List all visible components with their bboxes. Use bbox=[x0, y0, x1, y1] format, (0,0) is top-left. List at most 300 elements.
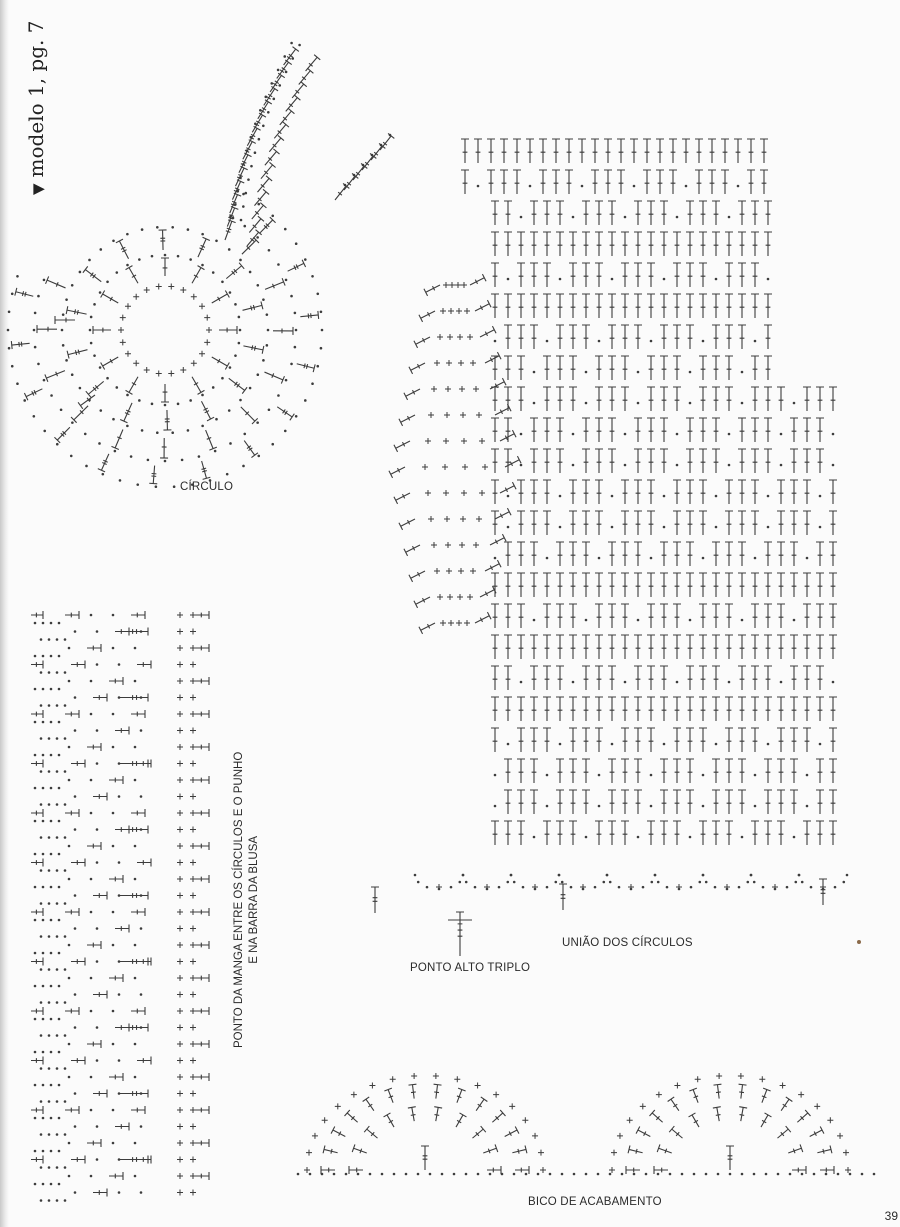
double-crochet-symbol bbox=[626, 1166, 640, 1174]
chain-stitch-dot bbox=[657, 881, 660, 884]
chain-stitch-dot bbox=[58, 886, 61, 889]
single-crochet-symbol bbox=[459, 542, 465, 548]
double-crochet-symbol bbox=[109, 1172, 123, 1180]
chain-stitch-dot bbox=[793, 619, 796, 622]
single-crochet-symbol bbox=[476, 516, 482, 522]
chain-stitch-dot bbox=[34, 346, 37, 349]
double-crochet-symbol bbox=[647, 232, 655, 256]
chain-stitch-dot bbox=[141, 429, 144, 432]
double-crochet-symbol bbox=[803, 418, 811, 442]
chain-stitch-dot bbox=[689, 836, 692, 839]
single-crochet-symbol bbox=[509, 1103, 515, 1109]
chain-stitch-dot bbox=[283, 55, 286, 58]
chain-stitch-dot bbox=[212, 271, 215, 274]
double-crochet-symbol bbox=[300, 311, 318, 319]
double-crochet-symbol bbox=[725, 511, 733, 535]
double-crochet-symbol bbox=[656, 170, 664, 194]
double-crochet-symbol bbox=[434, 1107, 442, 1121]
chain-stitch-dot bbox=[642, 886, 645, 889]
double-crochet-symbol bbox=[505, 1126, 519, 1136]
single-crochet-symbol bbox=[120, 315, 126, 321]
chain-stitch-dot bbox=[112, 1109, 115, 1112]
double-crochet-symbol bbox=[31, 611, 43, 619]
chain-stitch-dot bbox=[689, 371, 692, 374]
chain-stitch-dot bbox=[702, 774, 705, 777]
chain-stitch-dot bbox=[74, 1191, 77, 1194]
chain-stitch-dot bbox=[767, 526, 770, 529]
double-crochet-symbol bbox=[751, 356, 759, 380]
double-crochet-symbol bbox=[517, 294, 525, 318]
double-crochet-symbol bbox=[660, 449, 668, 473]
chain-stitch-dot bbox=[118, 993, 121, 996]
chain-stitch-dot bbox=[34, 721, 37, 724]
double-crochet-symbol bbox=[608, 387, 616, 411]
double-crochet-symbol bbox=[491, 635, 499, 659]
double-crochet-symbol bbox=[660, 666, 668, 690]
sleeve-stitch-chart-label: PONTO DA MANGA ENTRE OS CÍRCULOS E O PUNHO E NA BARRA DA BLUSA bbox=[233, 751, 260, 1048]
double-crochet-symbol bbox=[569, 728, 577, 752]
double-crochet-symbol bbox=[636, 1126, 650, 1136]
double-crochet-symbol bbox=[595, 697, 603, 721]
double-crochet-symbol bbox=[195, 875, 209, 883]
double-crochet-symbol bbox=[634, 635, 642, 659]
double-crochet-symbol bbox=[660, 542, 668, 566]
double-crochet-symbol bbox=[738, 418, 746, 442]
double-crochet-symbol bbox=[595, 728, 603, 752]
double-crochet-symbol bbox=[569, 542, 577, 566]
double-crochet-symbol bbox=[195, 1139, 209, 1147]
single-crochet-symbol bbox=[479, 490, 485, 496]
chain-stitch-dot bbox=[11, 292, 14, 295]
double-crochet-symbol bbox=[543, 697, 551, 721]
double-crochet-symbol bbox=[764, 542, 772, 566]
double-crochet-symbol bbox=[495, 508, 511, 519]
double-crochet-symbol bbox=[46, 276, 66, 287]
chain-stitch-dot bbox=[74, 630, 77, 633]
chain-stitch-dot bbox=[598, 774, 601, 777]
chain-stitch-dot bbox=[465, 1173, 468, 1176]
chain-stitch-dot bbox=[64, 1100, 67, 1103]
double-crochet-symbol bbox=[65, 908, 79, 916]
single-crochet-symbol bbox=[814, 1103, 820, 1109]
chain-stitch-dot bbox=[243, 433, 246, 436]
single-crochet-symbol bbox=[177, 1124, 183, 1130]
double-crochet-symbol bbox=[647, 201, 655, 225]
double-crochet-symbol bbox=[790, 418, 798, 442]
double-crochet-symbol bbox=[803, 480, 811, 504]
chain-stitch-dot bbox=[666, 886, 669, 889]
chain-stitch-dot bbox=[68, 647, 71, 650]
chain-stitch-dot bbox=[754, 557, 757, 560]
chain-stitch-dot bbox=[96, 1125, 99, 1128]
chain-stitch-dot bbox=[50, 1051, 53, 1054]
chain-stitch-dot bbox=[715, 526, 718, 529]
chain-stitch-dot bbox=[242, 465, 245, 468]
double-crochet-symbol bbox=[647, 356, 655, 380]
double-crochet-symbol bbox=[660, 573, 668, 597]
double-crochet-symbol bbox=[504, 573, 512, 597]
double-crochet-symbol bbox=[669, 1126, 682, 1138]
double-crochet-symbol bbox=[699, 697, 707, 721]
double-crochet-symbol bbox=[120, 694, 148, 702]
double-crochet-symbol bbox=[604, 170, 612, 194]
chain-stitch-dot bbox=[780, 464, 783, 467]
chain-stitch-dot bbox=[68, 1043, 71, 1046]
chain-stitch-dot bbox=[266, 313, 269, 316]
chain-stitch-dot bbox=[112, 1043, 115, 1046]
chain-stitch-dot bbox=[585, 402, 588, 405]
chain-stitch-dot bbox=[780, 681, 783, 684]
chain-stitch-dot bbox=[753, 881, 756, 884]
single-crochet-symbol bbox=[177, 876, 183, 882]
chain-stitch-dot bbox=[68, 944, 71, 947]
double-crochet-symbol bbox=[595, 573, 603, 597]
chain-stitch-dot bbox=[134, 845, 137, 848]
double-crochet-symbol bbox=[803, 697, 811, 721]
double-crochet-symbol bbox=[517, 604, 525, 628]
chain-stitch-dot bbox=[611, 495, 614, 498]
chain-stitch-dot bbox=[650, 340, 653, 343]
chain-stitch-dot bbox=[637, 371, 640, 374]
chain-stitch-dot bbox=[88, 259, 91, 262]
chain-stitch-dot bbox=[50, 688, 53, 691]
double-crochet-symbol bbox=[781, 1097, 792, 1111]
double-crochet-symbol bbox=[559, 884, 567, 910]
chain-stitch-dot bbox=[42, 820, 45, 823]
chain-stitch-dot bbox=[42, 919, 45, 922]
chain-stitch-dot bbox=[134, 878, 137, 881]
single-crochet-symbol bbox=[695, 1076, 701, 1082]
double-crochet-symbol bbox=[192, 377, 204, 395]
double-crochet-symbol bbox=[120, 403, 132, 423]
double-crochet-symbol bbox=[487, 139, 495, 163]
double-crochet-symbol bbox=[634, 232, 642, 256]
chain-stitch-dot bbox=[229, 366, 232, 369]
single-crochet-symbol bbox=[390, 1076, 396, 1082]
double-crochet-symbol bbox=[699, 666, 707, 690]
double-crochet-symbol bbox=[87, 941, 101, 949]
double-crochet-symbol bbox=[829, 542, 837, 566]
double-crochet-symbol bbox=[673, 573, 681, 597]
double-crochet-symbol bbox=[569, 821, 577, 845]
double-crochet-symbol bbox=[595, 480, 603, 504]
double-crochet-symbol bbox=[738, 325, 746, 349]
circle-chart-label: CÍRCULO bbox=[180, 481, 234, 493]
double-crochet-symbol bbox=[621, 511, 629, 535]
chain-stitch-dot bbox=[56, 1001, 59, 1004]
chain-stitch-dot bbox=[106, 280, 109, 283]
double-crochet-symbol bbox=[31, 760, 43, 768]
double-crochet-symbol bbox=[504, 449, 512, 473]
chain-stitch-dot bbox=[333, 1173, 336, 1176]
chain-stitch-dot bbox=[520, 681, 523, 684]
double-crochet-symbol bbox=[517, 697, 525, 721]
single-crochet-symbol bbox=[177, 645, 183, 651]
double-crochet-symbol bbox=[617, 170, 625, 194]
chain-stitch-dot bbox=[533, 371, 536, 374]
double-crochet-symbol bbox=[582, 728, 590, 752]
chain-stitch-dot bbox=[624, 216, 627, 219]
double-crochet-symbol bbox=[764, 232, 772, 256]
chain-stitch-dot bbox=[507, 526, 510, 529]
double-crochet-symbol bbox=[408, 1084, 416, 1098]
chain-stitch-dot bbox=[118, 1191, 121, 1194]
chain-stitch-dot bbox=[79, 271, 82, 274]
chain-stitch-dot bbox=[40, 968, 43, 971]
double-crochet-symbol bbox=[345, 1110, 358, 1122]
chain-stitch-dot bbox=[134, 1076, 137, 1079]
single-crochet-symbol bbox=[206, 327, 212, 333]
double-crochet-symbol bbox=[751, 449, 759, 473]
chain-stitch-dot bbox=[477, 185, 480, 188]
chain-stitch-dot bbox=[40, 935, 43, 938]
single-crochet-symbol bbox=[190, 1091, 196, 1097]
single-crochet-symbol bbox=[190, 662, 196, 668]
chain-stitch-dot bbox=[56, 1067, 59, 1070]
double-crochet-symbol bbox=[673, 759, 681, 783]
chain-stitch-dot bbox=[285, 279, 288, 282]
chain-stitch-dot bbox=[572, 681, 575, 684]
double-crochet-symbol bbox=[777, 387, 785, 411]
double-crochet-symbol bbox=[647, 573, 655, 597]
double-crochet-symbol bbox=[149, 466, 157, 484]
chain-stitch-dot bbox=[98, 442, 101, 445]
chain-stitch-dot bbox=[741, 619, 744, 622]
chain-stitch-dot bbox=[58, 1150, 61, 1153]
chain-stitch-dot bbox=[34, 1150, 37, 1153]
chain-stitch-dot bbox=[50, 754, 53, 757]
chain-stitch-dot bbox=[753, 1173, 756, 1176]
chain-stitch-dot bbox=[474, 886, 477, 889]
single-crochet-symbol bbox=[440, 620, 446, 626]
double-crochet-symbol bbox=[712, 232, 720, 256]
double-crochet-symbol bbox=[595, 511, 603, 535]
chain-stitch-dot bbox=[806, 557, 809, 560]
double-crochet-symbol bbox=[526, 139, 534, 163]
double-crochet-symbol bbox=[530, 573, 538, 597]
chain-stitch-dot bbox=[624, 433, 627, 436]
single-crochet-symbol bbox=[444, 412, 450, 418]
chain-stitch-dot bbox=[85, 465, 88, 468]
single-crochet-symbol bbox=[724, 884, 730, 890]
double-crochet-symbol bbox=[569, 387, 577, 411]
chain-stitch-dot bbox=[68, 1142, 71, 1145]
double-crochet-symbol bbox=[515, 1166, 529, 1174]
double-crochet-symbol bbox=[582, 635, 590, 659]
chain-stitch-dot bbox=[715, 278, 718, 281]
chain-stitch-dot bbox=[267, 111, 270, 114]
chain-stitch-dot bbox=[320, 310, 323, 313]
chain-stitch-dot bbox=[90, 1175, 93, 1178]
chain-stitch-dot bbox=[572, 464, 575, 467]
double-crochet-symbol bbox=[195, 908, 209, 916]
chain-stitch-dot bbox=[298, 44, 301, 47]
double-crochet-symbol bbox=[790, 449, 798, 473]
double-crochet-symbol bbox=[530, 294, 538, 318]
double-crochet-symbol bbox=[673, 542, 681, 566]
chain-stitch-dot bbox=[271, 443, 274, 446]
double-crochet-symbol bbox=[243, 345, 263, 353]
chain-stitch-dot bbox=[611, 278, 614, 281]
chain-stitch-dot bbox=[90, 1010, 93, 1013]
double-crochet-symbol bbox=[206, 430, 217, 450]
chain-stitch-dot bbox=[258, 138, 261, 141]
chain-stitch-dot bbox=[96, 1059, 99, 1062]
chain-stitch-dot bbox=[284, 430, 287, 433]
double-crochet-symbol bbox=[660, 325, 668, 349]
single-crochet-symbol bbox=[177, 1025, 183, 1031]
double-crochet-symbol bbox=[265, 149, 280, 165]
double-crochet-symbol bbox=[556, 325, 564, 349]
single-crochet-symbol bbox=[759, 1076, 765, 1082]
single-crochet-symbol bbox=[125, 303, 131, 309]
single-crochet-symbol bbox=[190, 1190, 196, 1196]
chain-stitch-dot bbox=[48, 1133, 51, 1136]
double-crochet-symbol bbox=[394, 493, 410, 504]
double-crochet-symbol bbox=[751, 635, 759, 659]
chain-stitch-dot bbox=[520, 464, 523, 467]
chain-stitch-dot bbox=[62, 344, 65, 347]
chain-stitch-dot bbox=[96, 861, 99, 864]
double-crochet-symbol bbox=[543, 821, 551, 845]
double-crochet-symbol bbox=[608, 759, 616, 783]
double-crochet-symbol bbox=[713, 1084, 721, 1098]
chain-stitch-dot bbox=[112, 845, 115, 848]
chain-stitch-dot bbox=[291, 57, 294, 60]
chain-stitch-dot bbox=[242, 205, 245, 208]
double-crochet-symbol bbox=[668, 1097, 679, 1111]
chain-stitch-dot bbox=[676, 681, 679, 684]
chain-stitch-dot bbox=[96, 1026, 99, 1029]
chain-stitch-dot bbox=[74, 729, 77, 732]
double-crochet-symbol bbox=[504, 821, 512, 845]
double-crochet-symbol bbox=[695, 170, 703, 194]
chain-stitch-dot bbox=[112, 418, 115, 421]
chain-stitch-dot bbox=[247, 178, 250, 181]
single-crochet-symbol bbox=[411, 1073, 417, 1079]
chain-stitch-dot bbox=[441, 1173, 444, 1176]
chain-stitch-dot bbox=[156, 226, 159, 229]
chain-stitch-dot bbox=[58, 1084, 61, 1087]
chain-stitch-dot bbox=[56, 1100, 59, 1103]
chain-stitch-dot bbox=[554, 881, 557, 884]
double-crochet-symbol bbox=[491, 511, 499, 535]
chain-stitch-dot bbox=[689, 619, 692, 622]
chain-stitch-dot bbox=[297, 1173, 300, 1176]
single-crochet-symbol bbox=[190, 1157, 196, 1163]
chain-stitch-dot bbox=[507, 743, 510, 746]
chain-stitch-dot bbox=[33, 329, 36, 332]
double-crochet-symbol bbox=[212, 357, 230, 369]
chain-stitch-dot bbox=[277, 263, 280, 266]
single-crochet-symbol bbox=[190, 1025, 196, 1031]
chain-stitch-dot bbox=[96, 927, 99, 930]
double-crochet-symbol bbox=[621, 325, 629, 349]
double-crochet-symbol bbox=[456, 1113, 466, 1127]
chain-stitch-dot bbox=[637, 836, 640, 839]
double-crochet-symbol bbox=[530, 728, 538, 752]
double-crochet-symbol bbox=[725, 356, 733, 380]
chain-stitch-dot bbox=[64, 1199, 67, 1202]
double-crochet-symbol bbox=[543, 511, 551, 535]
double-crochet-symbol bbox=[725, 325, 733, 349]
double-crochet-symbol bbox=[647, 728, 655, 752]
double-crochet-symbol bbox=[628, 1146, 643, 1154]
chain-stitch-dot bbox=[717, 1173, 720, 1176]
chain-stitch-dot bbox=[737, 185, 740, 188]
double-crochet-symbol bbox=[161, 384, 169, 402]
double-crochet-symbol bbox=[543, 635, 551, 659]
double-crochet-symbol bbox=[384, 1113, 394, 1127]
double-crochet-symbol bbox=[543, 263, 551, 287]
single-crochet-symbol bbox=[845, 1167, 851, 1173]
chain-stitch-dot bbox=[741, 371, 744, 374]
single-crochet-symbol bbox=[125, 351, 131, 357]
chain-stitch-dot bbox=[64, 1166, 67, 1169]
single-crochet-symbol bbox=[473, 542, 479, 548]
double-crochet-symbol bbox=[829, 790, 837, 814]
double-crochet-symbol bbox=[201, 461, 210, 479]
chain-stitch-dot bbox=[48, 968, 51, 971]
double-crochet-symbol bbox=[647, 697, 655, 721]
single-crochet-symbol bbox=[177, 926, 183, 932]
chain-stitch-dot bbox=[637, 402, 640, 405]
double-crochet-symbol bbox=[725, 232, 733, 256]
double-crochet-symbol bbox=[621, 604, 629, 628]
chain-stitch-dot bbox=[64, 803, 67, 806]
chain-stitch-dot bbox=[633, 1173, 636, 1176]
double-crochet-symbol bbox=[120, 892, 148, 900]
single-crochet-symbol bbox=[447, 594, 453, 600]
chain-stitch-dot bbox=[68, 680, 71, 683]
chain-stitch-dot bbox=[654, 874, 657, 877]
double-crochet-symbol bbox=[634, 666, 642, 690]
double-crochet-symbol bbox=[660, 232, 668, 256]
chain-stitch-dot bbox=[690, 886, 693, 889]
double-crochet-symbol bbox=[582, 480, 590, 504]
double-crochet-symbol bbox=[500, 139, 508, 163]
chain-stitch-dot bbox=[585, 619, 588, 622]
double-crochet-symbol bbox=[673, 387, 681, 411]
single-crochet-symbol bbox=[461, 282, 467, 288]
single-crochet-symbol bbox=[493, 1092, 499, 1098]
double-crochet-symbol bbox=[556, 759, 564, 783]
double-crochet-symbol bbox=[513, 139, 521, 163]
double-crochet-symbol bbox=[530, 263, 538, 287]
chain-stitch-dot bbox=[64, 935, 67, 938]
chain-stitch-dot bbox=[90, 680, 93, 683]
double-crochet-symbol bbox=[725, 542, 733, 566]
double-crochet-symbol bbox=[816, 697, 824, 721]
double-crochet-symbol bbox=[65, 1007, 79, 1015]
double-crochet-symbol bbox=[608, 542, 616, 566]
single-crochet-symbol bbox=[304, 1167, 310, 1173]
chain-stitch-dot bbox=[715, 495, 718, 498]
single-crochet-symbol bbox=[464, 620, 470, 626]
double-crochet-symbol bbox=[777, 790, 785, 814]
chain-stitch-dot bbox=[118, 696, 121, 699]
chain-stitch-dot bbox=[115, 271, 118, 274]
double-crochet-symbol bbox=[504, 635, 512, 659]
double-crochet-symbol bbox=[790, 542, 798, 566]
double-crochet-symbol bbox=[634, 325, 642, 349]
double-crochet-symbol bbox=[816, 542, 824, 566]
double-crochet-symbol bbox=[556, 201, 564, 225]
chain-stitch-dot bbox=[56, 1199, 59, 1202]
chain-stitch-dot bbox=[93, 354, 96, 357]
chain-stitch-dot bbox=[34, 622, 37, 625]
chain-stitch-dot bbox=[58, 952, 61, 955]
